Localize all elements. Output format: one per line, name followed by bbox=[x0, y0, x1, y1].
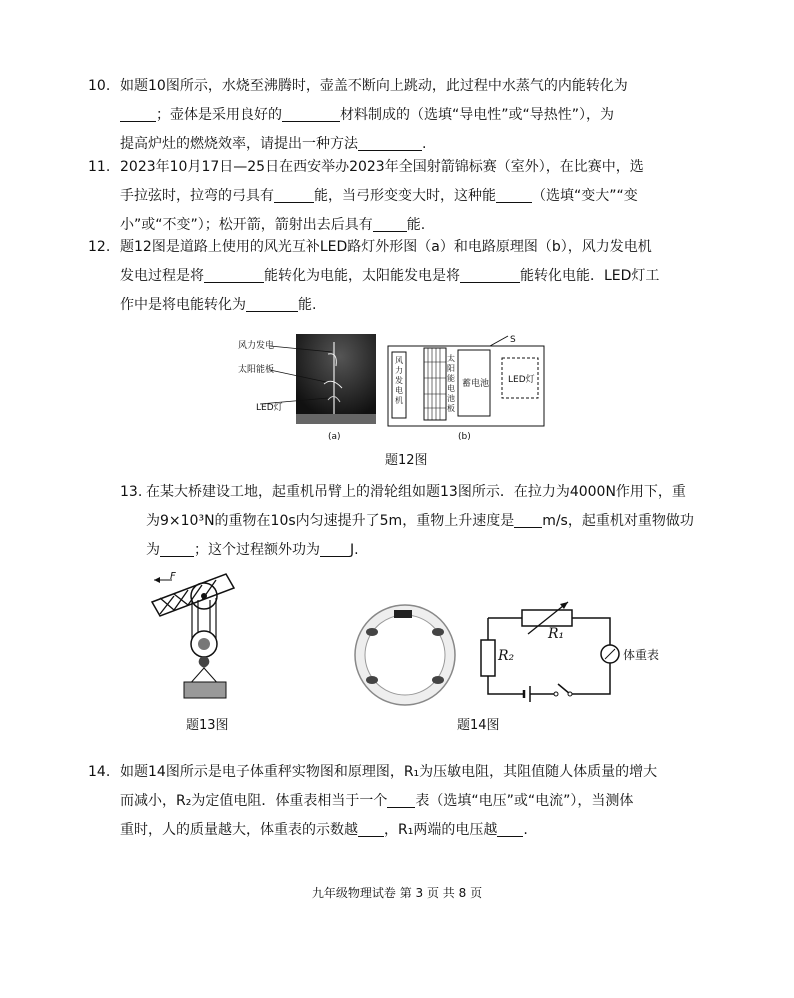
label-solar: 太阳能板 bbox=[238, 365, 275, 375]
label-led: LED灯 bbox=[256, 403, 283, 413]
text: （选填“变大”“变 bbox=[532, 188, 638, 204]
text: J. bbox=[350, 542, 359, 558]
text: 如题14图所示是电子体重秤实物图和原理图，R₁为压敏电阻，其阻值随人体质量的增大 bbox=[120, 764, 658, 780]
question-10 bbox=[88, 72, 680, 159]
figure-13 bbox=[140, 570, 250, 702]
question-line bbox=[120, 787, 680, 816]
question-line bbox=[120, 816, 680, 845]
text: 发电过程是将 bbox=[120, 268, 204, 284]
answer-blank[interactable] bbox=[160, 538, 194, 557]
question-line bbox=[120, 262, 680, 291]
pulley-crane-drawing bbox=[140, 570, 250, 702]
figure-12a bbox=[232, 332, 378, 442]
question-line bbox=[120, 758, 680, 787]
question-line bbox=[120, 153, 680, 182]
question-number: 14. bbox=[88, 764, 111, 780]
text: 作中是将电能转化为 bbox=[120, 297, 246, 313]
text: 能. bbox=[406, 217, 426, 233]
question-14 bbox=[88, 758, 680, 845]
text: 在某大桥建设工地，起重机吊臂上的滑轮组如题13图所示．在拉力为4000N作用下，重 bbox=[146, 484, 686, 500]
question-12 bbox=[88, 233, 680, 320]
question-number: 12. bbox=[88, 239, 111, 255]
answer-blank[interactable] bbox=[387, 789, 415, 808]
answer-blank[interactable] bbox=[358, 818, 384, 837]
text: 重时，人的质量越大，体重表的示数越 bbox=[120, 822, 358, 838]
question-number: 10. bbox=[88, 78, 111, 94]
force-label: F bbox=[170, 571, 176, 582]
answer-blank[interactable] bbox=[497, 818, 523, 837]
text: 提高炉灶的燃烧效率，请提出一种方法 bbox=[120, 136, 358, 152]
question-13 bbox=[120, 478, 706, 565]
text: 而减小，R₂为定值电阻．体重表相当于一个 bbox=[120, 793, 388, 809]
question-line bbox=[120, 101, 680, 130]
text: . bbox=[422, 136, 427, 152]
text: ；壶体是采用良好的 bbox=[156, 107, 282, 123]
label-solar-panel: 太阳能电池板 bbox=[447, 354, 455, 413]
r2-label: R₂ bbox=[498, 648, 515, 664]
caption-figure-12: 题12图 bbox=[385, 453, 428, 468]
text: m/s，起重机对重物做功 bbox=[542, 513, 694, 529]
answer-blank[interactable] bbox=[496, 184, 532, 203]
meter-label: 体重表 bbox=[623, 648, 660, 662]
answer-blank[interactable] bbox=[246, 293, 298, 312]
r1-label: R₁ bbox=[548, 626, 565, 642]
question-line bbox=[146, 536, 706, 565]
answer-blank[interactable] bbox=[320, 538, 350, 557]
text: 为9×10³N的重物在10s内匀速提升了5m，重物上升速度是 bbox=[146, 513, 515, 529]
answer-blank[interactable] bbox=[120, 103, 156, 122]
text: 2023年10月17日—25日在西安举办2023年全国射箭锦标赛（室外），在比赛中，选 bbox=[120, 159, 644, 175]
question-11 bbox=[88, 153, 680, 240]
answer-blank[interactable] bbox=[460, 264, 520, 283]
figure-14-scale bbox=[352, 602, 458, 708]
text: ；这个过程额外功为 bbox=[194, 542, 320, 558]
answer-blank[interactable] bbox=[514, 509, 542, 528]
text: 能. bbox=[298, 297, 317, 313]
text: 手拉弦时，拉弯的弓具有 bbox=[120, 188, 274, 204]
text: 表（选填“电压”或“电流”），当测体 bbox=[415, 793, 634, 809]
text: 能，当弓形变变大时，这种能 bbox=[314, 188, 496, 204]
caption-figure-14: 题14图 bbox=[457, 718, 500, 733]
text: 题12图是道路上使用的风光互补LED路灯外形图（a）和电路原理图（b），风力发电机 bbox=[120, 239, 652, 255]
text: 如题10图所示，水烧至沸腾时，壶盖不断向上跳动，此过程中水蒸气的内能转化为 bbox=[120, 78, 628, 94]
text: 能转化电能．LED灯工 bbox=[520, 268, 660, 284]
label-switch: S bbox=[510, 335, 516, 345]
question-line bbox=[146, 478, 706, 507]
label-battery: 蓄电池 bbox=[462, 379, 490, 389]
caption-figure-13: 题13图 bbox=[186, 718, 229, 733]
text: 为 bbox=[146, 542, 160, 558]
text: . bbox=[523, 822, 528, 838]
question-number: 13. bbox=[120, 484, 143, 500]
question-line bbox=[120, 233, 680, 262]
question-line bbox=[146, 507, 706, 536]
answer-blank[interactable] bbox=[282, 103, 340, 122]
subfig-label-a: (a) bbox=[328, 432, 341, 442]
page-footer: 九年级物理试卷 第 3 页 共 8 页 bbox=[311, 886, 483, 900]
answer-blank[interactable] bbox=[373, 213, 407, 232]
label-led-lamp: LED灯 bbox=[508, 375, 535, 385]
answer-blank[interactable] bbox=[274, 184, 314, 203]
answer-blank[interactable] bbox=[204, 264, 264, 283]
answer-blank[interactable] bbox=[358, 132, 422, 151]
figure-12b bbox=[384, 332, 554, 444]
figure-14-circuit bbox=[476, 600, 666, 704]
bathroom-scale-drawing bbox=[352, 602, 458, 708]
text: 能转化为电能，太阳能发电是将 bbox=[264, 268, 460, 284]
question-number: 11. bbox=[88, 159, 111, 175]
question-line bbox=[120, 182, 680, 211]
text: 材料制成的（选填“导电性”或“导热性”），为 bbox=[340, 107, 615, 123]
text: ，R₁两端的电压越 bbox=[384, 822, 498, 838]
label-wind-generator: 风力发电机 bbox=[395, 356, 403, 405]
subfig-label-b: (b) bbox=[458, 432, 471, 442]
question-line bbox=[120, 291, 680, 320]
question-line bbox=[120, 72, 680, 101]
label-wind: 风力发电 bbox=[238, 341, 275, 351]
text: 小”或“不变”）；松开箭，箭射出去后具有 bbox=[120, 217, 373, 233]
